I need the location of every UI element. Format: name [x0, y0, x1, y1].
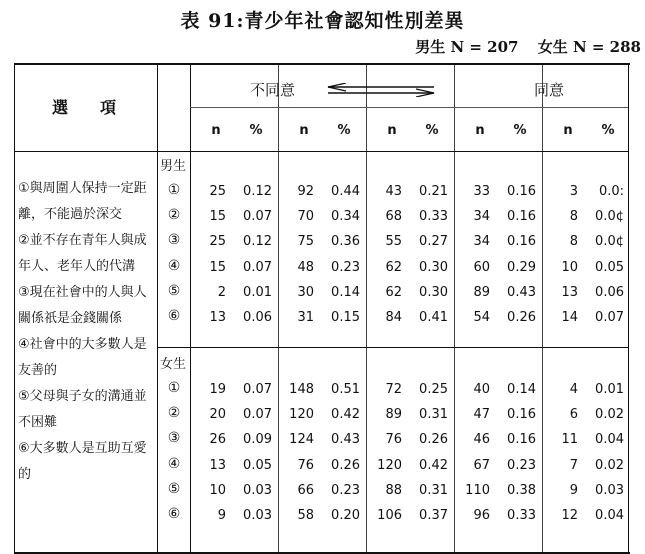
female-cell: 0.31: [419, 482, 448, 498]
female-row-marker: ②: [167, 405, 181, 422]
female-cell: 89: [385, 407, 402, 423]
col-header-pct: %: [601, 123, 615, 138]
col-header-n: n: [299, 123, 309, 138]
female-cell: 0.02: [595, 457, 624, 473]
option-text-line: ①與周圍人保持一定距: [18, 181, 147, 196]
male-cell: 43: [385, 184, 402, 199]
female-cell: 120: [289, 407, 314, 423]
agree-label: 同意: [534, 81, 565, 99]
female-count: 女生 N = 288: [537, 38, 641, 56]
female-cell: 12: [561, 508, 578, 523]
male-cell: 34: [473, 209, 490, 225]
female-cell: 0.33: [507, 508, 536, 523]
female-cell: 0.05: [243, 457, 272, 473]
male-cell: 0.34: [331, 209, 360, 225]
male-cell: 2: [217, 284, 226, 300]
male-cell: 3: [569, 184, 578, 199]
option-text-line: 離，不能過於深交: [18, 207, 123, 222]
male-cell: 0.07: [595, 310, 624, 325]
male-cell: 34: [473, 234, 490, 250]
male-cell: 0.41: [419, 310, 448, 325]
col-header-pct: %: [249, 123, 263, 138]
female-cell: 0.04: [595, 432, 624, 448]
female-cell: 88: [385, 482, 402, 498]
female-cell: 0.38: [507, 482, 536, 498]
female-cell: 76: [385, 432, 402, 448]
scale-arrows-icon: [326, 83, 436, 97]
female-cell: 6: [569, 407, 578, 423]
female-cell: 0.09: [243, 432, 272, 448]
female-cell: 0.04: [595, 508, 624, 523]
male-cell: 15: [209, 259, 226, 275]
male-count: 男生 N = 207: [415, 38, 519, 56]
male-cell: 13: [561, 284, 578, 300]
female-cell: 124: [289, 432, 314, 448]
female-cell: 47: [473, 407, 490, 423]
male-row-marker: ⑥: [167, 308, 181, 324]
female-cell: 0.03: [243, 508, 272, 523]
option-text-line: ⑤父母與子女的溝通並: [18, 389, 147, 404]
female-cell: 0.03: [595, 482, 624, 498]
male-cell: 60: [473, 259, 490, 275]
male-cell: 0.15: [331, 310, 360, 325]
male-cell: 0.05: [595, 259, 624, 275]
female-cell: 0.02: [595, 407, 624, 423]
female-row-marker: ⑤: [167, 480, 181, 497]
male-cell: 54: [473, 310, 490, 325]
male-cell: 10: [561, 259, 578, 275]
male-cell: 48: [297, 259, 314, 275]
female-cell: 120: [377, 457, 402, 473]
option-text-line: ④社會中的大多數人是: [18, 337, 147, 352]
male-cell: 14: [561, 310, 578, 325]
male-cell: 0.21: [419, 184, 448, 199]
male-cell: 31: [297, 310, 314, 325]
female-cell: 0.16: [507, 432, 536, 448]
female-cell: 0.51: [331, 382, 360, 397]
male-cell: 0.27: [419, 234, 448, 250]
option-text-line: ③現在社會中的人與人: [18, 285, 147, 300]
male-cell: 15: [209, 209, 226, 225]
data-table: [14, 63, 630, 554]
female-row-marker: ①: [167, 380, 181, 396]
female-cell: 0.01: [595, 382, 624, 397]
male-cell: 8: [569, 209, 578, 225]
male-cell: 0.16: [507, 234, 536, 250]
male-cell: 0.07: [243, 259, 272, 275]
male-cell: 0.0:: [598, 184, 624, 199]
col-header-pct: %: [337, 123, 351, 138]
option-text-line: 友善的: [18, 363, 58, 378]
female-row-marker: ④: [167, 455, 181, 472]
female-cell: 0.31: [419, 407, 448, 423]
col-header-n: n: [211, 123, 221, 138]
male-row-marker: ⑤: [167, 282, 181, 299]
male-cell: 0.12: [243, 184, 272, 199]
female-cell: 9: [569, 482, 578, 498]
female-cell: 58: [297, 508, 314, 523]
female-cell: 7: [569, 457, 578, 473]
male-row-marker: ②: [167, 207, 181, 224]
col-header-pct: %: [425, 123, 439, 138]
male-row-marker: ①: [167, 182, 181, 198]
male-cell: 0.0¢: [595, 209, 624, 225]
male-cell: 0.29: [507, 259, 536, 275]
female-cell: 10: [209, 482, 226, 498]
option-text-line: 的: [18, 467, 32, 482]
female-cell: 148: [289, 382, 314, 397]
female-cell: 67: [473, 457, 490, 473]
male-cell: 89: [473, 284, 490, 300]
male-cell: 8: [569, 234, 578, 250]
female-cell: 0.26: [419, 432, 448, 448]
male-cell: 0.12: [243, 234, 272, 250]
male-cell: 0.0¢: [595, 234, 624, 250]
male-cell: 62: [385, 284, 402, 300]
male-cell: 0.26: [507, 310, 536, 325]
male-cell: 70: [297, 209, 314, 225]
male-cell: 30: [297, 284, 314, 300]
female-cell: 0.26: [331, 457, 360, 473]
option-text-line: ②並不存在青年人與成: [18, 233, 147, 248]
male-cell: 75: [297, 234, 314, 250]
female-cell: 0.14: [507, 382, 536, 397]
male-cell: 68: [385, 209, 402, 225]
option-text-line: 關係祇是金錢關係: [18, 311, 123, 326]
male-cell: 0.01: [243, 284, 272, 300]
female-cell: 0.43: [331, 432, 360, 448]
male-cell: 0.30: [419, 259, 448, 275]
female-cell: 0.07: [243, 382, 272, 397]
female-cell: 72: [385, 382, 402, 397]
female-cell: 4: [569, 382, 578, 397]
col-header-n: n: [387, 123, 397, 138]
male-group-label: 男生: [160, 159, 187, 174]
female-cell: 0.37: [419, 508, 448, 523]
female-cell: 40: [473, 382, 490, 397]
female-cell: 9: [217, 508, 226, 523]
disagree-label: 不同意: [250, 81, 296, 99]
female-cell: 46: [473, 432, 490, 448]
female-row-marker: ⑥: [167, 506, 181, 522]
option-text-line: ⑥大多數人是互助互愛: [18, 441, 147, 456]
female-cell: 0.07: [243, 407, 272, 423]
female-group-label: 女生: [160, 357, 187, 372]
male-cell: 25: [209, 234, 226, 250]
male-cell: 0.36: [331, 234, 360, 250]
col-header-pct: %: [513, 123, 527, 138]
female-cell: 26: [209, 432, 226, 448]
female-cell: 0.20: [331, 508, 360, 523]
female-cell: 0.42: [419, 457, 448, 473]
female-cell: 20: [209, 407, 226, 423]
female-cell: 13: [209, 457, 226, 473]
female-cell: 0.23: [331, 482, 360, 498]
male-cell: 33: [473, 184, 490, 199]
option-text-line: 不困難: [18, 415, 58, 430]
male-cell: 0.23: [331, 259, 360, 275]
male-cell: 0.44: [331, 184, 360, 199]
male-cell: 0.33: [419, 209, 448, 225]
male-cell: 62: [385, 259, 402, 275]
female-cell: 0.03: [243, 482, 272, 498]
col-header-n: n: [475, 123, 485, 138]
sample-counts: [401, 36, 641, 57]
male-cell: 55: [385, 234, 402, 250]
col-header-n: n: [563, 123, 573, 138]
table-title: 表 91:青少年社會認知性別差異: [180, 10, 465, 32]
female-cell: 0.42: [331, 407, 360, 423]
male-cell: 84: [385, 310, 402, 325]
female-cell: 76: [297, 457, 314, 473]
male-cell: 0.30: [419, 284, 448, 300]
female-cell: 0.25: [419, 382, 448, 397]
female-cell: 19: [209, 382, 226, 397]
female-cell: 96: [473, 508, 490, 523]
male-row-marker: ④: [167, 257, 181, 274]
female-cell: 110: [465, 482, 490, 498]
female-cell: 0.16: [507, 407, 536, 423]
option-text-line: 年人、老年人的代溝: [18, 259, 136, 274]
female-row-marker: ③: [167, 430, 181, 447]
male-cell: 0.06: [243, 310, 272, 325]
male-cell: 0.43: [507, 284, 536, 300]
female-cell: 66: [297, 482, 314, 498]
female-cell: 11: [561, 432, 578, 448]
female-cell: 106: [377, 508, 402, 523]
male-cell: 0.07: [243, 209, 272, 225]
male-cell: 0.16: [507, 184, 536, 199]
male-cell: 25: [209, 184, 226, 199]
male-cell: 0.06: [595, 284, 624, 300]
options-header: 選 項: [52, 98, 117, 117]
male-cell: 0.16: [507, 209, 536, 225]
male-cell: 92: [297, 184, 314, 199]
male-cell: 13: [209, 310, 226, 325]
male-cell: 0.14: [331, 284, 360, 300]
male-row-marker: ③: [167, 232, 181, 249]
female-cell: 0.23: [507, 457, 536, 473]
